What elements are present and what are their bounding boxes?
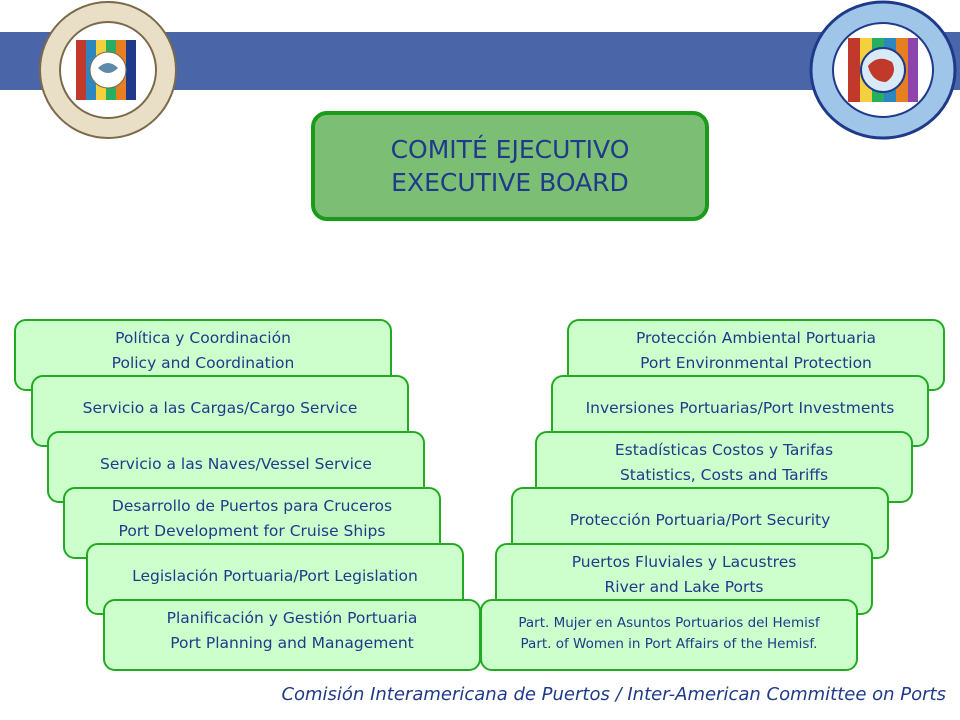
committee-label: Protección Portuaria/Port Security: [569, 511, 831, 529]
committee-label: Servicio a las Cargas/Cargo Service: [82, 399, 358, 417]
committee-label: Inversiones Portuarias/Port Investments: [585, 399, 895, 417]
executive-board-box: [311, 111, 709, 221]
committee-label-es: Desarrollo de Puertos para Cruceros: [111, 497, 393, 515]
committee-label-en: Port Development for Cruise Ships: [118, 522, 386, 540]
board-title-es: COMITÉ EJECUTIVO: [390, 135, 630, 164]
footer-caption: Comisión Interamericana de Puertos / Inter-American Committee on Ports: [281, 684, 946, 705]
committee-label-es: Planificación y Gestión Portuaria: [166, 609, 418, 627]
committee-label-es: Part. Mujer en Asuntos Portuarios del Hemisf: [518, 615, 820, 631]
committee-label-en: Policy and Coordination: [111, 354, 295, 372]
committee-box-planning: [103, 599, 481, 671]
committee-box-women: [480, 599, 858, 671]
committee-label-en: Part. of Women in Port Affairs of the Hemisf.: [520, 636, 818, 652]
committee-label: Servicio a las Naves/Vessel Service: [100, 455, 372, 473]
committee-label-es: Protección Ambiental Portuaria: [635, 329, 877, 347]
committee-label-en: Statistics, Costs and Tariffs: [619, 466, 829, 484]
committee-label-es: Política y Coordinación: [115, 329, 291, 347]
cip-seal-logo: [808, 0, 958, 140]
oas-seal-logo: [38, 0, 178, 140]
committee-label-es: Estadísticas Costos y Tarifas: [614, 441, 834, 459]
committee-label-en: River and Lake Ports: [604, 578, 764, 596]
committee-label: Legislación Portuaria/Port Legislation: [132, 567, 418, 585]
committee-label-en: Port Planning and Management: [170, 634, 414, 652]
committee-label-en: Port Environmental Protection: [640, 354, 872, 372]
committee-label-es: Puertos Fluviales y Lacustres: [571, 553, 797, 571]
board-title-en: EXECUTIVE BOARD: [391, 168, 629, 197]
